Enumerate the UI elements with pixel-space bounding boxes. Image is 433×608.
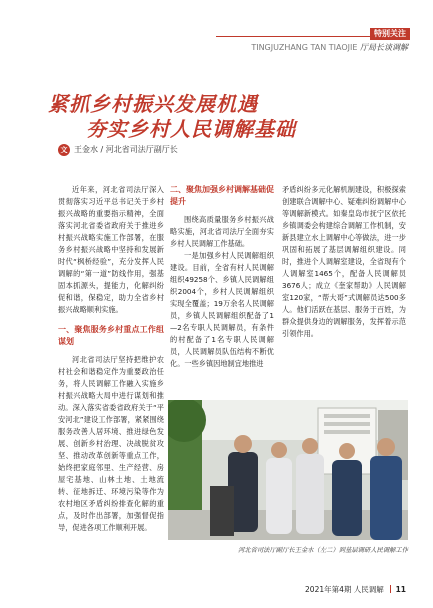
page-number: 11 — [395, 585, 406, 594]
section-heading-1: 一、聚焦服务乡村重点工作组谋划 — [58, 325, 164, 346]
header-column: 厅局长谈调解 — [360, 43, 408, 52]
photo-illustration — [168, 400, 408, 540]
footer-magazine: 人民调解 — [353, 585, 384, 594]
page-footer — [200, 584, 406, 595]
section-heading-2: 二、聚焦加强乡村调解基础促提升 — [170, 185, 274, 206]
article-photo — [168, 400, 408, 540]
paragraph: 围绕高质量服务乡村振兴战略实施，河北省司法厅全面夯实乡村人民调解工作基础。 — [170, 215, 274, 248]
column-3 — [282, 184, 406, 340]
author-byline: 王金水 / 河北省司法厅副厅长 — [74, 145, 178, 154]
column-tag: 特别关注 — [370, 28, 410, 40]
column-1 — [58, 184, 164, 534]
header-pinyin: TINGJUZHANG TAN TIAOJIE — [251, 43, 358, 52]
article-title-line2: 夯实乡村人民调解基础 — [86, 117, 296, 141]
paragraph: 河北省司法厅坚持把维护农村社会和谐稳定作为重要政治任务，将人民调解工作融入实施乡村振兴战略大局中进行谋划和推动。深入落实省委省政府关于“平安河北”建设工作部署，紧紧围绕服务改善人居环境、推进绿色发展、创新乡村治理、决战脱贫攻坚、推动改革创新等重点工作，始终把家庭邻里、生产经营、房屋宅基地、山林土地、土地流转、征地拆迁、环境污染等作为农村地区矛盾纠纷排查化解的重点，及时作出部署，加强督促指导，促进各项工作顺利开展。 — [58, 355, 164, 532]
paragraph: 一是加强乡村人民调解组织建设。目前，全省有村人民调解组织49258个、乡镇人民调解组织2004个，乡村人民调解组织实现全覆盖；19万余名人民调解员，乡镇人民调解组织配备了1—2名专职人民调解员，有条件的村配备了1名专职人民调解员，人民调解员队伍结构不断优化。一些乡镇因地制宜地推进 — [170, 251, 274, 368]
column-2 — [170, 184, 274, 370]
paragraph: 矛盾纠纷多元化解机制建设，积极探索创建联合调解中心、疑难纠纷调解中心等调解新模式。如秦皇岛市抚宁区依托乡镇调委会构建综合调解工作机制，安新县建立水上调解中心等做法，进一步巩固和拓展了基层调解组织建设。同时，推进个人调解室建设，全省现有个人调解室1465个，配备人民调解员3676人；成立《奎家帮助》人民调解室120家，“帮大哥”式调解员达500多人。他们活跃在基层、服务于百姓，为群众提供身边的调解服务，发挥着示范引领作用。 — [282, 185, 406, 338]
footer-date: 2021年第4期 — [305, 585, 352, 594]
article-title-line1: 紧抓乡村振兴发展机遇 — [48, 92, 258, 116]
running-header — [238, 42, 408, 53]
paragraph: 近年来，河北省司法厅深入贯彻落实习近平总书记关于乡村振兴战略的重要指示精神，全面落实河北省委省政府关于推进乡村振兴战略实施工作部署，在服务乡村振兴战略中坚持和发展新时代“枫桥经验”，充分发挥人民调解的“第一道”防线作用，强基固本抓源头，提能力，化解纠纷促和谐，保稳定，助力全省乡村振兴战略顺利实施。 — [58, 185, 164, 314]
footer-divider — [390, 585, 391, 593]
author-icon: 文 — [58, 144, 70, 156]
photo-caption: 河北省司法厅副厅长王金水（左二）到基层调研人民调解工作 — [237, 547, 408, 554]
